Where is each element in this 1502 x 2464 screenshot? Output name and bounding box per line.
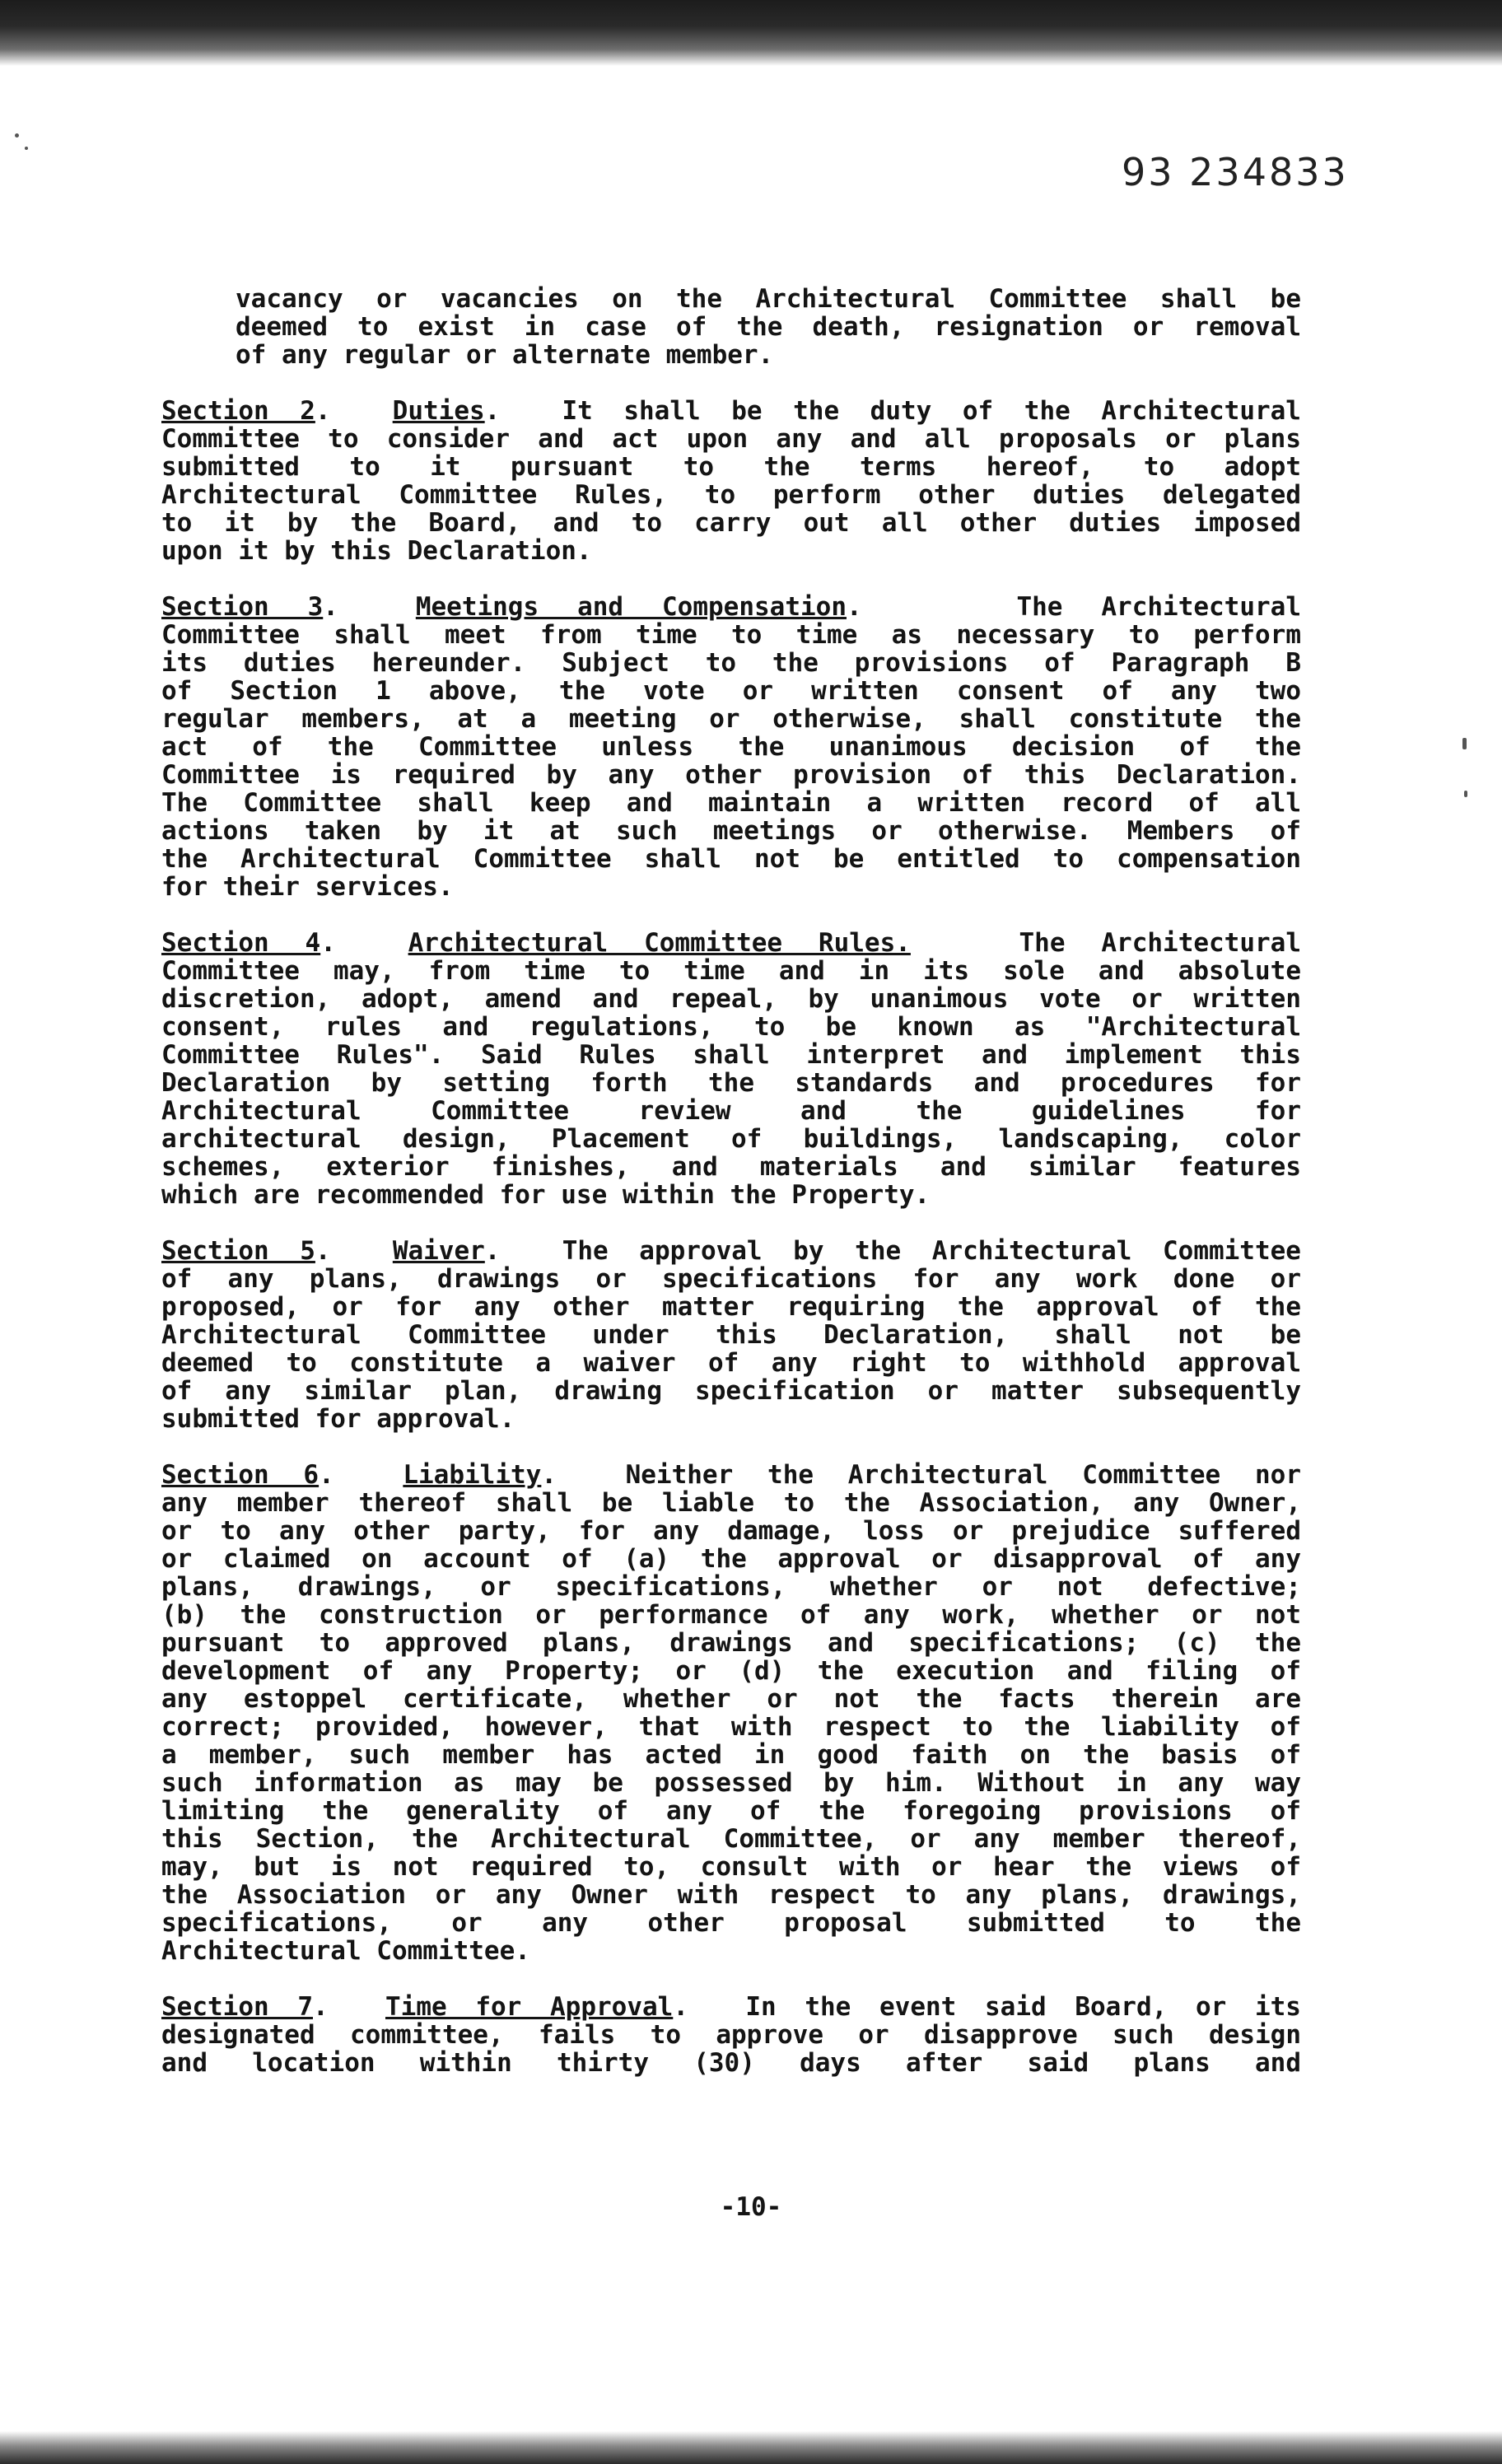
text-line: deemed to exist in case of the death, resignation or removal (236, 312, 1301, 342)
section-text: The Architectural (1019, 928, 1301, 958)
text-line: actions taken by it at such meetings or otherwise. Members of (161, 816, 1301, 846)
text-line: architectural design, Placement of buildings, landscaping, color (161, 1124, 1301, 1154)
text-line: Architectural Committee review and the guidelines for (161, 1096, 1301, 1126)
scan-speck (25, 147, 28, 150)
text-line: Committee Rules". Said Rules shall interpret and implement this (161, 1040, 1301, 1070)
carryover-paragraph (236, 285, 1301, 369)
scan-edge-bottom (0, 2431, 1502, 2464)
text-line: to it by the Board, and to carry out all other duties imposed (161, 508, 1301, 538)
section-2 (161, 397, 1301, 565)
text-line: upon it by this Declaration. (161, 536, 592, 566)
section-5 (161, 1237, 1301, 1433)
section-text: The approval by the Architectural Committee (562, 1236, 1301, 1266)
text-line: a member, such member has acted in good faith on the basis of (161, 1740, 1301, 1770)
section-text: The Architectural (1016, 592, 1301, 622)
section-title: Waiver (392, 1236, 485, 1266)
text-line: its duties hereunder. Subject to the provisions of Paragraph B (161, 648, 1301, 678)
section-first-line: Section 6. Liability. Neither the Architectural Committee nor (161, 1460, 1301, 1490)
text-line: or to any other party, for any damage, loss or prejudice suffered (161, 1516, 1301, 1546)
text-line: consent, rules and regulations, to be known as "Architectural (161, 1012, 1301, 1042)
section-title: Meetings and Compensation (415, 592, 847, 622)
section-label: Section 6 (161, 1460, 320, 1490)
section-title: Liability (403, 1460, 542, 1490)
scan-edge-top (0, 0, 1502, 66)
section-title: Duties (392, 396, 485, 426)
section-first-line: Section 2. Duties. It shall be the duty of the Architectural (161, 396, 1301, 426)
text-line: correct; provided, however, that with respect to the liability of (161, 1712, 1301, 1742)
section-label: Section 4 (161, 928, 321, 958)
page-number: -10- (720, 2192, 782, 2222)
text-line: Committee is required by any other provision of this Declaration. (161, 760, 1301, 790)
text-line: which are recommended for use within the Property. (161, 1180, 931, 1210)
text-line: the Association or any Owner with respect to any plans, drawings, (161, 1880, 1301, 1910)
section-label: Section 2 (161, 396, 315, 426)
text-line: this Section, the Architectural Committee, or any member thereof, (161, 1824, 1301, 1854)
section-4 (161, 929, 1301, 1209)
text-line: any member thereof shall be liable to the Association, any Owner, (161, 1488, 1301, 1518)
text-line: specifications, or any other proposal submitted to the (161, 1908, 1301, 1938)
section-label: Section 7 (161, 1992, 313, 2022)
text-line: any estoppel certificate, whether or not the facts therein are (161, 1684, 1301, 1714)
section-title: Architectural Committee Rules. (408, 928, 911, 958)
text-line: development of any Property; or (d) the execution and filing of (161, 1656, 1301, 1686)
section-first-line: Section 7. Time for Approval. In the event said Board, or its (161, 1992, 1301, 2022)
text-line: limiting the generality of any of the foregoing provisions of (161, 1796, 1301, 1826)
scan-speck (15, 133, 19, 138)
section-text: Neither the Architectural Committee nor (625, 1460, 1301, 1490)
text-line: Committee may, from time to time and in its sole and absolute (161, 956, 1301, 986)
text-line: the Architectural Committee shall not be entitled to compensation (161, 844, 1301, 874)
section-text: It shall be the duty of the Architectural (562, 396, 1301, 426)
text-line: The Committee shall keep and maintain a written record of all (161, 788, 1301, 818)
text-line: of any similar plan, drawing specification or matter subsequently (161, 1376, 1301, 1406)
text-line: Committee to consider and act upon any and all proposals or plans (161, 424, 1301, 454)
text-line: Committee shall meet from time to time as necessary to perform (161, 620, 1301, 650)
text-line: vacancy or vacancies on the Architectural Committee shall be (236, 284, 1301, 314)
text-line: schemes, exterior finishes, and materials and similar features (161, 1152, 1301, 1182)
section-7 (161, 1993, 1301, 2077)
text-line: plans, drawings, or specifications, whether or not defective; (161, 1572, 1301, 1602)
document-number: 93 234833 (1122, 150, 1349, 194)
scan-speck (1462, 738, 1467, 749)
section-3 (161, 593, 1301, 901)
text-line: submitted for approval. (161, 1404, 515, 1434)
text-line: of Section 1 above, the vote or written consent of any two (161, 676, 1301, 706)
section-first-line: Section 5. Waiver. The approval by the Architectural Committee (161, 1236, 1301, 1266)
text-line: or claimed on account of (a) the approval or disapproval of any (161, 1544, 1301, 1574)
section-first-line: Section 3. Meetings and Compensation. The Architectural (161, 592, 1301, 622)
text-line: discretion, adopt, amend and repeal, by unanimous vote or written (161, 984, 1301, 1014)
text-line: for their services. (161, 872, 454, 902)
text-line: Architectural Committee. (161, 1936, 530, 1966)
section-first-line: Section 4. Architectural Committee Rules. The Architectural (161, 928, 1301, 958)
text-line: regular members, at a meeting or otherwise, shall constitute the (161, 704, 1301, 734)
text-line: submitted to it pursuant to the terms hereof, to adopt (161, 452, 1301, 482)
text-line: Architectural Committee Rules, to perform other duties delegated (161, 480, 1301, 510)
text-line: (b) the construction or performance of any work, whether or not (161, 1600, 1301, 1630)
text-line: Declaration by setting forth the standards and procedures for (161, 1068, 1301, 1098)
section-title: Time for Approval (385, 1992, 674, 2022)
text-line: may, but is not required to, consult with or hear the views of (161, 1852, 1301, 1882)
section-label: Section 5 (161, 1236, 315, 1266)
text-line: designated committee, fails to approve or disapprove such design (161, 2020, 1301, 2050)
section-6 (161, 1461, 1301, 1965)
scan-speck (1464, 791, 1467, 797)
text-line: act of the Committee unless the unanimous decision of the (161, 732, 1301, 762)
section-text: In the event said Board, or its (745, 1992, 1301, 2022)
document-body (161, 285, 1301, 2105)
text-line: deemed to constitute a waiver of any right to withhold approval (161, 1348, 1301, 1378)
section-label: Section 3 (161, 592, 324, 622)
text-line: of any plans, drawings or specifications for any work done or (161, 1264, 1301, 1294)
text-line: of any regular or alternate member. (236, 340, 774, 370)
text-line: Architectural Committee under this Declaration, shall not be (161, 1320, 1301, 1350)
text-line: pursuant to approved plans, drawings and specifications; (c) the (161, 1628, 1301, 1658)
text-line: such information as may be possessed by him. Without in any way (161, 1768, 1301, 1798)
text-line: proposed, or for any other matter requiring the approval of the (161, 1292, 1301, 1322)
text-line: and location within thirty (30) days after said plans and (161, 2048, 1301, 2078)
